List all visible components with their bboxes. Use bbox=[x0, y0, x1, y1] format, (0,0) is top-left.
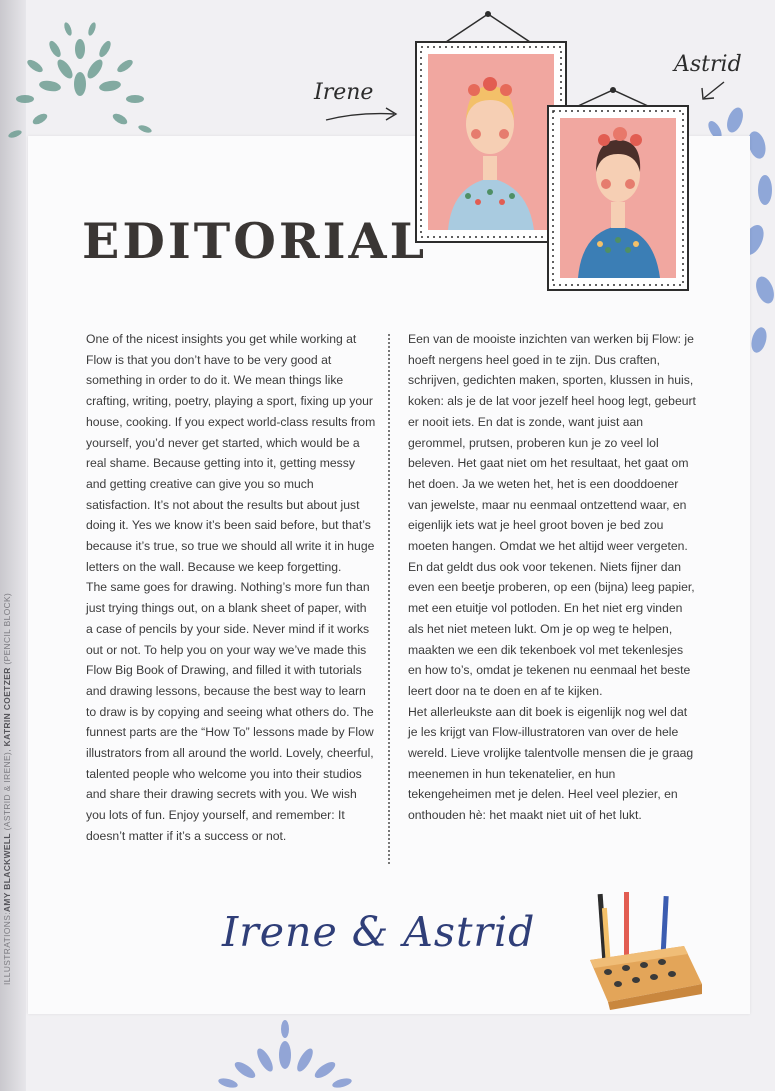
green-leaf-burst-illustration bbox=[0, 14, 170, 149]
irene-label: Irene bbox=[314, 80, 374, 105]
credit-name-1: AMY BLACKWELL bbox=[2, 833, 12, 913]
credit-name-2: KATRIN COETZER bbox=[2, 667, 12, 747]
portrait-frames-illustration bbox=[408, 6, 698, 298]
irene-arrow-icon bbox=[322, 104, 402, 128]
pencil-block-illustration bbox=[584, 888, 708, 1012]
english-column bbox=[86, 329, 376, 847]
illustration-credit bbox=[2, 545, 16, 985]
column-divider bbox=[388, 334, 390, 864]
credit-note-1: (ASTRID & IRENE), bbox=[2, 749, 12, 831]
credit-prefix: ILLUSTRATIONS: bbox=[2, 912, 12, 985]
credit-note-2: (PENCIL BLOCK) bbox=[2, 592, 12, 665]
dutch-column bbox=[408, 329, 698, 826]
english-paragraph-2: The same goes for drawing. Nothing’s more fun than just trying things out, on a blank sheet of paper, with a case of pencils by your side. Never mind if it works out or not. To help you on your way we’ve made this Flow Big Book of Drawing, and filled it with tutorials and drawing lessons, because the best way to learn to draw is by copying and seeing what others do. The funnest parts are the “How To” lessons made by Flow illustrators from all around the world. Lovely, cheerful, talented people who welcome you into their studios and share their drawing secrets with you. We wish you lots of fun. Enjoy yourself, and remember: It doesn’t matter if it’s a success or not. bbox=[86, 580, 374, 843]
astrid-label: Astrid bbox=[674, 52, 742, 77]
dutch-paragraph-2: Het allerleukste aan dit boek is eigenlijk nog wel dat je les krijgt van Flow-illustratoren van over de hele wereld. Lieve vrolijke talentvolle mensen die je graag meenemen in hun tekenatelier, en hun tekengeheimen met je delen. Heel veel plezier, en onthouden hè: het maakt niet uit of het lukt. bbox=[408, 704, 694, 823]
english-paragraph-1: One of the nicest insights you get while working at Flow is that you don’t have to be very good at something in order to do it. We mean things like crafting, writing, poetry, playing a sport, fixing up your house, cooking. If you expect world-class results from yourself, you’d never get started, which would be a real shame. Because getting into it, getting messy and getting creative can give you so much satisfaction. It’s not about the results but about just doing it. Yes we know it’s been said before, but that’s because it’s true, so true we should all write it in huge letters on the wall. Because we keep forgetting. bbox=[86, 332, 376, 574]
bottom-blue-burst-illustration bbox=[200, 1015, 370, 1091]
astrid-arrow-icon bbox=[694, 78, 730, 104]
dutch-paragraph-1: Een van de mooiste inzichten van werken bij Flow: je hoeft nergens heel goed in te zijn. Dus craften, schrijven, gedichten maken, sporten, klussen in huis, koken: als je de lat voor jezelf heel hoog legt, gebeurt er nooit iets. En dat is zonde, want juist aan gerommel, prutsen, proberen kun je zo veel lol beleven. Het gaat niet om het resultaat, het gaat om het doen. Ja we weten het, het is een dooddoener van jewelste, maar nu eenmaal ontzettend waar, en eigenlijk iets wat je heel groot boven je bed zou moeten hangen. Omdat we het altijd weer vergeten. En dat geldt dus ook voor tekenen. Niets fijner dan even een beetje proberen, op een (bijna) leeg papier, met een etuitje vol potloden. En het niet erg vinden als het niet meteen lukt. Om je op weg te helpen, maakten we een dik tekenboek vol met tekenlesjes en how to’s, omdat je tekenen nu eenmaal het beste leert door na te doen en af te kijken. bbox=[408, 332, 696, 698]
page-title: EDITORIAL bbox=[82, 212, 428, 270]
signature: Irene & Astrid bbox=[222, 908, 536, 956]
